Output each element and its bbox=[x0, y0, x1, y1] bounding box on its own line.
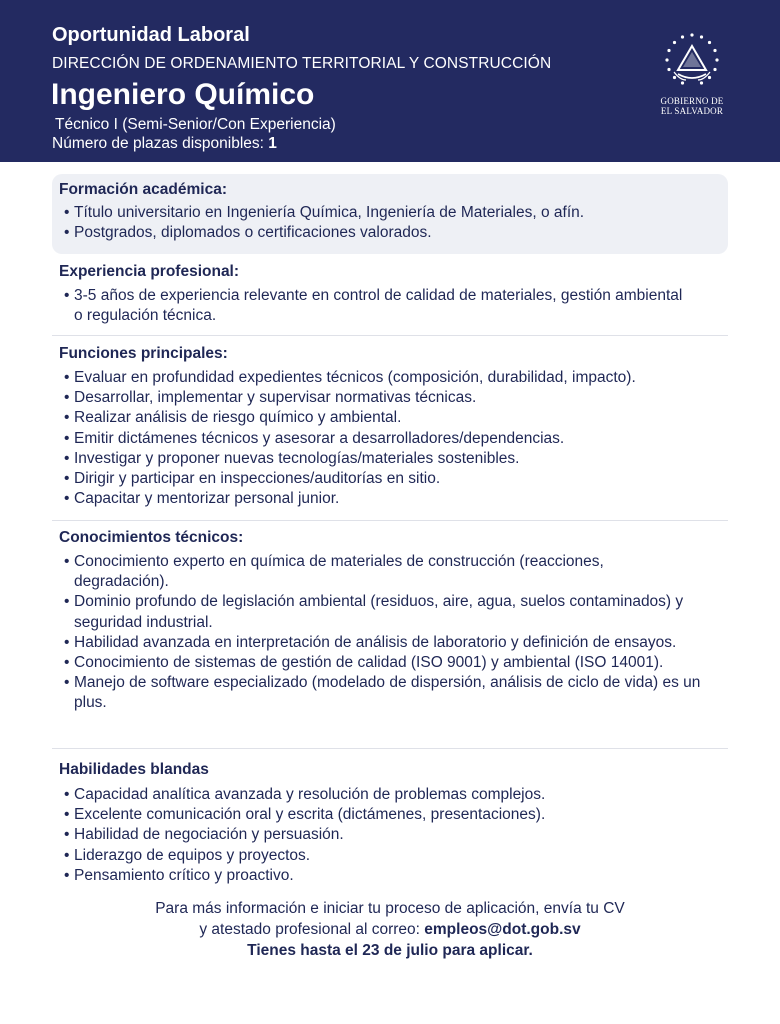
list-item: • Dirigir y participar en inspecciones/auditorías en sitio. bbox=[59, 469, 728, 489]
section-title: Funciones principales: bbox=[59, 345, 228, 362]
footer bbox=[0, 898, 780, 961]
section-list bbox=[59, 368, 728, 509]
section-list bbox=[59, 203, 728, 243]
logo-line-2: EL SALVADOR bbox=[660, 106, 724, 116]
list-item: • Capacitar y mentorizar personal junior. bbox=[59, 489, 728, 509]
job-title: Ingeniero Químico bbox=[51, 78, 315, 111]
logo-line-1: GOBIERNO DE bbox=[660, 96, 724, 106]
seats-value: 1 bbox=[268, 135, 277, 152]
seats-label: Número de plazas disponibles: bbox=[52, 135, 264, 152]
list-item: • Investigar y proponer nuevas tecnologías/materiales sostenibles. bbox=[59, 449, 728, 469]
divider bbox=[52, 335, 728, 336]
department-name: DIRECCIÓN DE ORDENAMIENTO TERRITORIAL Y CONSTRUCCIÓN bbox=[52, 55, 552, 72]
list-item: • Dominio profundo de legislación ambiental (residuos, aire, agua, suelos contaminados) y seguridad industrial. bbox=[59, 592, 728, 632]
section-technical-knowledge bbox=[52, 528, 728, 714]
list-item: • Postgrados, diplomados o certificaciones valorados. bbox=[59, 223, 728, 243]
section-list bbox=[59, 286, 728, 326]
deadline bbox=[0, 940, 780, 961]
section-list bbox=[59, 552, 728, 714]
section-title: Conocimientos técnicos: bbox=[59, 529, 244, 546]
section-experience bbox=[52, 262, 728, 326]
logo-text bbox=[650, 96, 734, 116]
section-soft-skills bbox=[52, 760, 728, 886]
deadline-text: Tienes hasta el 23 de julio para aplicar. bbox=[247, 942, 533, 959]
government-seal-icon bbox=[660, 30, 724, 94]
list-item: • Título universitario en Ingeniería Química, Ingeniería de Materiales, o afín. bbox=[59, 203, 728, 223]
list-item: • Conocimiento de sistemas de gestión de calidad (ISO 9001) y ambiental (ISO 14001). bbox=[59, 653, 728, 673]
list-item: • Manejo de software especializado (modelado de dispersión, análisis de ciclo de vida) es un plus. bbox=[59, 673, 728, 713]
footer-line-1: Para más información e iniciar tu proceso de aplicación, envía tu CV bbox=[155, 900, 625, 917]
list-item: • Excelente comunicación oral y escrita (dictámenes, presentaciones). bbox=[59, 805, 728, 825]
list-item: • Pensamiento crítico y proactivo. bbox=[59, 866, 728, 886]
footer-line-2 bbox=[0, 919, 780, 940]
list-item: • Desarrollar, implementar y supervisar normativas técnicas. bbox=[59, 388, 728, 408]
list-item: • Capacidad analítica avanzada y resolución de problemas complejos. bbox=[59, 785, 728, 805]
contact-email[interactable]: empleos@dot.gob.sv bbox=[424, 921, 581, 938]
list-item: • Habilidad avanzada en interpretación de análisis de laboratorio y definición de ensayos. bbox=[59, 633, 728, 653]
section-education bbox=[52, 174, 728, 254]
header-kicker: Oportunidad Laboral bbox=[52, 24, 250, 46]
list-item: • Realizar análisis de riesgo químico y ambiental. bbox=[59, 408, 728, 428]
seats-available bbox=[52, 135, 277, 153]
list-item: • Liderazgo de equipos y proyectos. bbox=[59, 846, 728, 866]
header-banner bbox=[0, 0, 780, 162]
section-list bbox=[59, 785, 728, 886]
footer-line-2-prefix: y atestado profesional al correo: bbox=[199, 921, 425, 938]
list-item: • Habilidad de negociación y persuasión. bbox=[59, 825, 728, 845]
list-item: • 3-5 años de experiencia relevante en control de calidad de materiales, gestión ambiental o regulación técnica. bbox=[59, 286, 728, 326]
section-title: Experiencia profesional: bbox=[59, 263, 240, 280]
list-item: • Evaluar en profundidad expedientes técnicos (composición, durabilidad, impacto). bbox=[59, 368, 728, 388]
section-functions bbox=[52, 344, 728, 509]
list-item: • Emitir dictámenes técnicos y asesorar a desarrolladores/dependencias. bbox=[59, 429, 728, 449]
government-logo bbox=[650, 30, 734, 120]
job-level: Técnico I (Semi-Senior/Con Experiencia) bbox=[55, 116, 336, 133]
divider bbox=[52, 748, 728, 749]
divider bbox=[52, 520, 728, 521]
list-item: • Conocimiento experto en química de materiales de construcción (reacciones, degradación). bbox=[59, 552, 728, 592]
section-title: Habilidades blandas bbox=[59, 761, 209, 778]
section-title: Formación académica: bbox=[59, 181, 227, 198]
